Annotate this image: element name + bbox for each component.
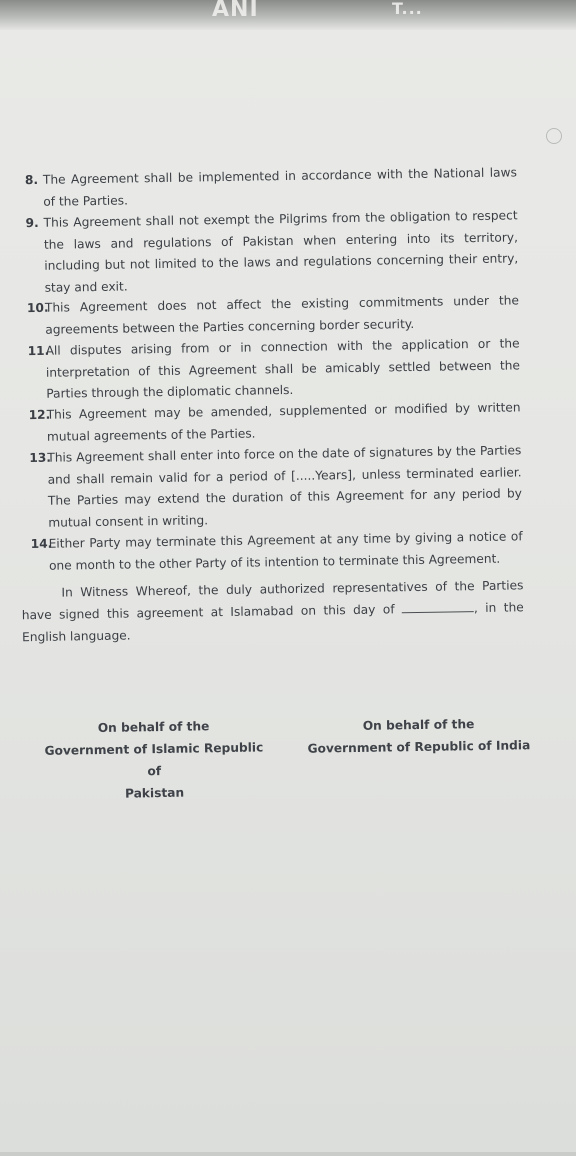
signatory-line: Government of Republic of India — [307, 738, 531, 756]
clause-number: 14. — [30, 536, 53, 552]
signatory-line: Pakistan — [124, 785, 185, 801]
clause-11 — [27, 333, 520, 405]
clause-text: This Agreement shall not exempt the Pilgrims from the obligation to respect the laws and regulations of Pakistan when entering into its territory, including but not limited to the laws and regulations concerning their entry, stay and exit. — [43, 208, 519, 295]
clause-8 — [25, 162, 518, 213]
clause-text: The Agreement shall be implemented in accordance with the National laws of the Parties. — [42, 165, 517, 209]
clause-10 — [27, 290, 520, 341]
clause-14 — [31, 526, 524, 577]
clause-number: 9. — [25, 215, 39, 231]
clause-number: 13. — [29, 450, 52, 466]
clause-12 — [28, 397, 521, 448]
witness-paragraph — [21, 574, 524, 648]
signatory-line: On behalf of the — [97, 719, 210, 736]
clause-number: 10. — [26, 300, 49, 316]
clause-13 — [29, 440, 522, 534]
date-blank-line — [402, 601, 474, 613]
clause-text: All disputes arising from or in connection with the application or the interpretation of this Agreement shall be amicably settled between the Parties through the diplomatic channels. — [45, 336, 521, 401]
clause-text: This Agreement does not affect the existing commitments under the agreements between the Parties concerning border security. — [44, 293, 520, 337]
header-stamp-right: T... — [392, 0, 423, 18]
signatory-pakistan — [39, 714, 268, 806]
clause-number: 12. — [28, 407, 51, 423]
signatory-line: On behalf of the — [362, 717, 475, 733]
signatory-india — [303, 712, 534, 760]
clause-number: 11. — [27, 343, 50, 359]
header-stamp-left: ANI — [212, 0, 259, 22]
clause-9 — [25, 205, 518, 299]
witness-text-end: , in the English language. — [22, 600, 524, 645]
signatory-line: Government of Islamic Republic of — [44, 740, 264, 779]
clause-text: This Agreement shall enter into force on the date of signatures by the Parties and shall remain valid for a period of [.....Years], unless terminated earlier. The Parties may extend the duration of this Agreement for any period by mutual consent in writing. — [47, 443, 523, 530]
clause-text: Either Party may terminate this Agreement at any time by giving a notice of one month to the other Party of its intention to terminate this Agreement. — [48, 529, 523, 573]
clause-number: 8. — [24, 172, 39, 188]
clause-text: This Agreement may be amended, supplemented or modified by written mutual agreements of the Parties. — [46, 400, 521, 444]
witness-text: In Witness Whereof, the duly authorized representatives of the Parties have signed this agreement at Islamabad on this day of — [21, 578, 524, 623]
